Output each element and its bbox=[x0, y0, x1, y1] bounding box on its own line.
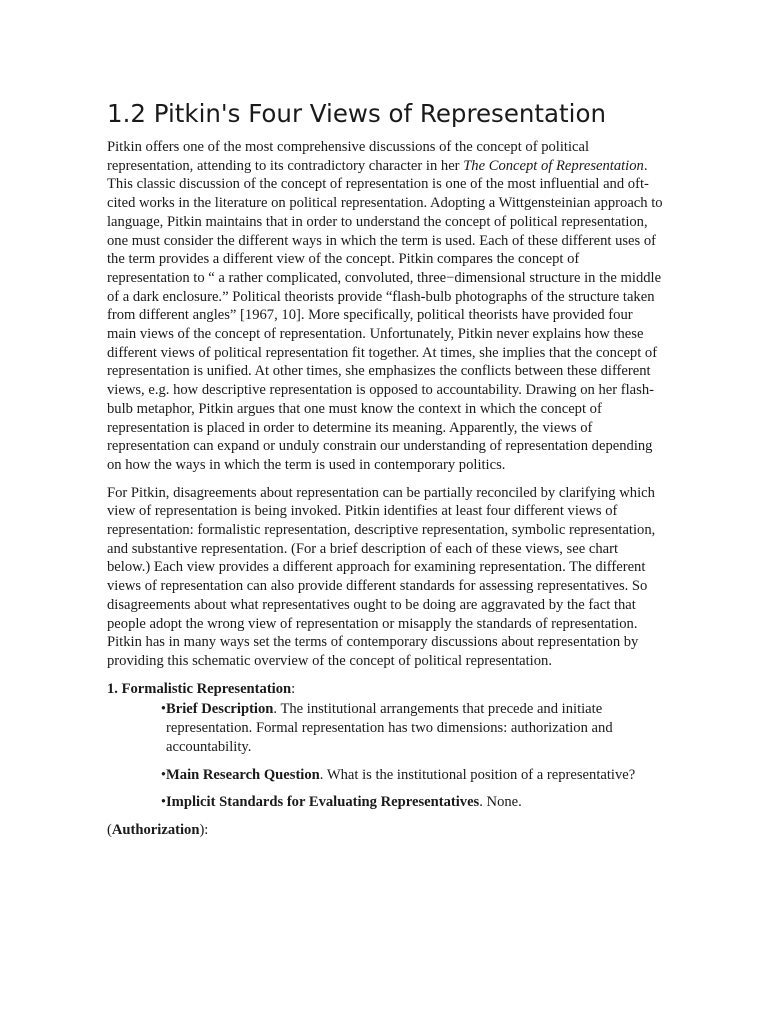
section-title: 1.2 Pitkin's Four Views of Representation bbox=[107, 99, 606, 128]
paragraph-intro-text-a: Pitkin offers one of the most comprehensive discussions of the concept of political representation, attending to its contradictory character in her bbox=[107, 139, 590, 174]
paragraph-intro bbox=[107, 138, 663, 475]
subsection-heading-suffix: : bbox=[291, 680, 296, 697]
subsection-heading-label: 1. Formalistic Representation bbox=[107, 680, 292, 697]
subsection-heading bbox=[107, 680, 663, 699]
paragraph-intro-text-b: . This classic discussion of the concept of representation is one of the most influential and oft-cited works in the literature on political representation. Adopting a Wittgensteinian approach to language, Pitkin maintains that in order to understand the concept of political representation, one must consider the different ways in which the term is used. Each of these different uses of the term provides a different view of the concept. Pitkin compares the concept of representation to “ a rather complicated, convoluted, three−dimensional structure in the middle of a dark enclosure.” Political theorists provide “flash-bulb photographs of the structure taken from different angles” [1967, 10]. More specifically, political theorists have provided four main views of the concept of representation. Unfortunately, Pitkin never explains how these different views of political representation fit together. At times, she implies that the concept of representation is unified. At other times, she emphasizes the conflicts between these different views, e.g. how descriptive representation is opposed to accountability. Drawing on her flash-bulb metaphor, Pitkin argues that one must know the context in which the concept of representation is placed in order to determine its meaning. Apparently, the views of representation can expand or unduly constrain our understanding of representation depending on how the ways in which the term is used in contemporary politics. bbox=[107, 157, 663, 473]
authorization-open: ( bbox=[107, 821, 112, 838]
list-item-body: . The institutional arrangements that precede and initiate representation. Formal representation has two dimensions: authorization and accountability. bbox=[166, 701, 613, 755]
authorization-label: Authorization bbox=[111, 821, 200, 838]
book-title: The Concept of Representation bbox=[463, 157, 644, 174]
list-item-label: Main Research Question bbox=[166, 766, 320, 783]
bullet-icon: • bbox=[160, 794, 166, 811]
list-item-text bbox=[166, 793, 663, 812]
list-item bbox=[107, 793, 663, 812]
list-item bbox=[107, 700, 663, 756]
list-item-body: . None. bbox=[479, 794, 522, 811]
bullet-icon: • bbox=[160, 766, 166, 783]
authorization-heading bbox=[107, 821, 663, 840]
list-item bbox=[107, 766, 663, 785]
list-item-label: Brief Description bbox=[166, 701, 274, 718]
bullet-icon: • bbox=[160, 701, 166, 718]
bullet-list bbox=[107, 700, 663, 812]
document-body bbox=[107, 138, 663, 840]
list-item-label: Implicit Standards for Evaluating Representatives bbox=[166, 794, 480, 811]
list-item-text bbox=[166, 700, 663, 756]
list-item-body: . What is the institutional position of a representative? bbox=[319, 766, 636, 783]
paragraph-views: For Pitkin, disagreements about representation can be partially reconciled by clarifying which view of representation is being invoked. Pitkin identifies at least four different views of representation: formalistic representation, descriptive representation, symbolic representation, and substantive representation. (For a brief description of each of these views, see chart below.) Each view provides a different approach for examining representation. The different views of representation can also provide different standards for assessing representatives. So disagreements about what representatives ought to be doing are aggravated by the fact that people adopt the wrong view of representation or misapply the standards of representation. Pitkin has in many ways set the terms of contemporary discussions about representation by providing this schematic overview of the concept of political representation. bbox=[107, 484, 656, 669]
document-page bbox=[107, 96, 663, 840]
list-item-text bbox=[166, 766, 663, 785]
authorization-close: ): bbox=[199, 821, 209, 838]
